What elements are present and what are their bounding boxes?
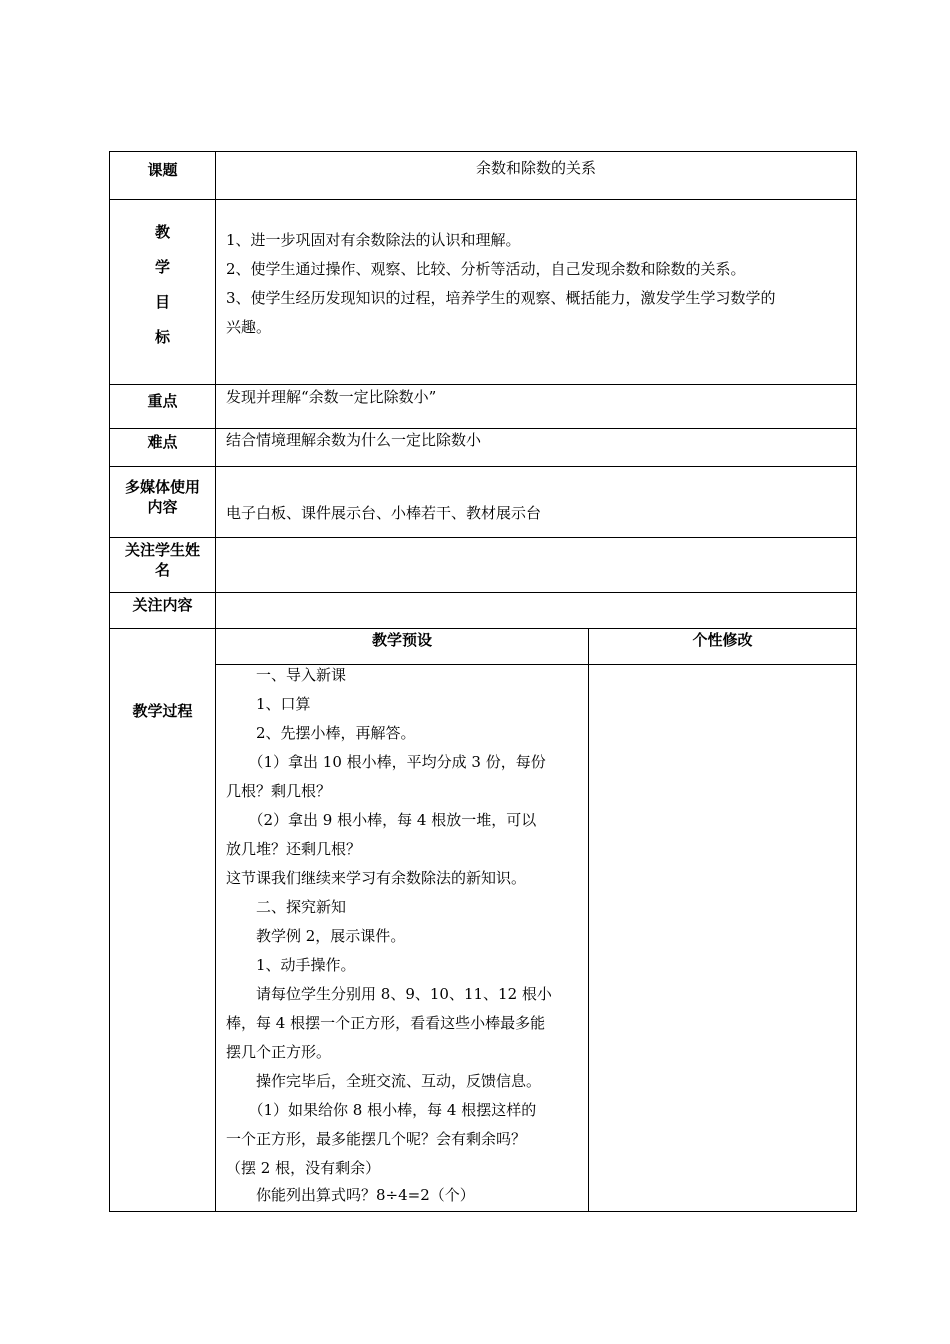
focus-students-label: [110, 540, 215, 580]
process-line: 你能列出算式吗？8÷4=2（个）: [226, 1186, 475, 1204]
process-line: （摆 2 根，没有剩余）: [226, 1159, 381, 1177]
process-line: 请每位学生分别用 8、9、10、11、12 根小: [226, 985, 552, 1003]
row-divider: [109, 199, 857, 200]
goals-label-char: 目: [154, 293, 170, 311]
media-value: 电子白板、课件展示台、小棒若干、教材展示台: [226, 504, 542, 522]
focus-students-label-line: 关注学生姓: [124, 541, 200, 559]
process-line: 摆几个正方形。: [226, 1043, 332, 1061]
table-border-top: [109, 151, 857, 152]
process-label: 教学过程: [132, 702, 193, 720]
process-line: 二、探究新知: [226, 898, 347, 916]
process-line: 一个正方形，最多能摆几个呢？会有剩余吗？: [226, 1130, 527, 1148]
table-border-bottom: [109, 1211, 857, 1212]
process-line: 操作完毕后，全班交流、互动，反馈信息。: [226, 1072, 542, 1090]
topic-value: 余数和除数的关系: [475, 159, 596, 177]
goal-line: 3、使学生经历发现知识的过程，培养学生的观察、概括能力，激发学生学习数学的: [226, 289, 776, 307]
process-line: 几根？剩几根？: [226, 782, 332, 800]
goals-label-char: 学: [154, 258, 170, 276]
row-divider: [109, 466, 857, 467]
row-divider: [109, 592, 857, 593]
focus-students-label-line: 名: [154, 561, 170, 579]
goals-label: [110, 215, 215, 355]
goals-label-char: 教: [154, 223, 170, 241]
media-label-line: 多媒体使用: [124, 478, 200, 496]
process-line: 一、导入新课: [226, 666, 347, 684]
key-point-value: 发现并理解“余数一定比除数小”: [226, 388, 437, 406]
process-line: （1）如果给你 8 根小棒，每 4 根摆这样的: [226, 1101, 537, 1119]
table-border-right: [856, 151, 857, 1212]
media-label-line: 内容: [147, 498, 178, 516]
process-line: 放几堆？还剩几根？: [226, 840, 362, 858]
media-label: [110, 477, 215, 517]
row-divider: [109, 428, 857, 429]
focus-content-label: 关注内容: [132, 596, 193, 614]
process-column-divider: [588, 628, 589, 1212]
key-point-label: 重点: [147, 392, 178, 410]
row-divider: [109, 628, 857, 629]
process-line: （1）拿出 10 根小棒，平均分成 3 份，每份: [226, 753, 546, 771]
process-line: 1、口算: [226, 695, 311, 713]
preset-column-header: 教学预设: [371, 631, 432, 649]
process-line: 1、动手操作。: [226, 956, 356, 974]
process-line: （2）拿出 9 根小棒，每 4 根放一堆，可以: [226, 811, 537, 829]
process-line: 这节课我们继续来学习有余数除法的新知识。: [226, 869, 527, 887]
personal-column-header: 个性修改: [692, 631, 753, 649]
goal-line: 2、使学生通过操作、观察、比较、分析等活动，自己发现余数和除数的关系。: [226, 260, 746, 278]
difficulty-value: 结合情境理解余数为什么一定比除数小: [226, 431, 482, 449]
process-line: 2、先摆小棒，再解答。: [226, 724, 416, 742]
process-line: 棒，每 4 根摆一个正方形，看看这些小棒最多能: [226, 1014, 546, 1032]
difficulty-label: 难点: [147, 433, 178, 451]
row-divider: [109, 537, 857, 538]
row-divider: [109, 384, 857, 385]
topic-label: 课题: [147, 161, 178, 179]
label-column-divider: [215, 151, 216, 1212]
goal-line: 兴趣。: [226, 318, 272, 336]
goal-line: 1、进一步巩固对有余数除法的认识和理解。: [226, 231, 521, 249]
process-line: 教学例 2，展示课件。: [226, 927, 406, 945]
goals-label-char: 标: [154, 328, 170, 346]
